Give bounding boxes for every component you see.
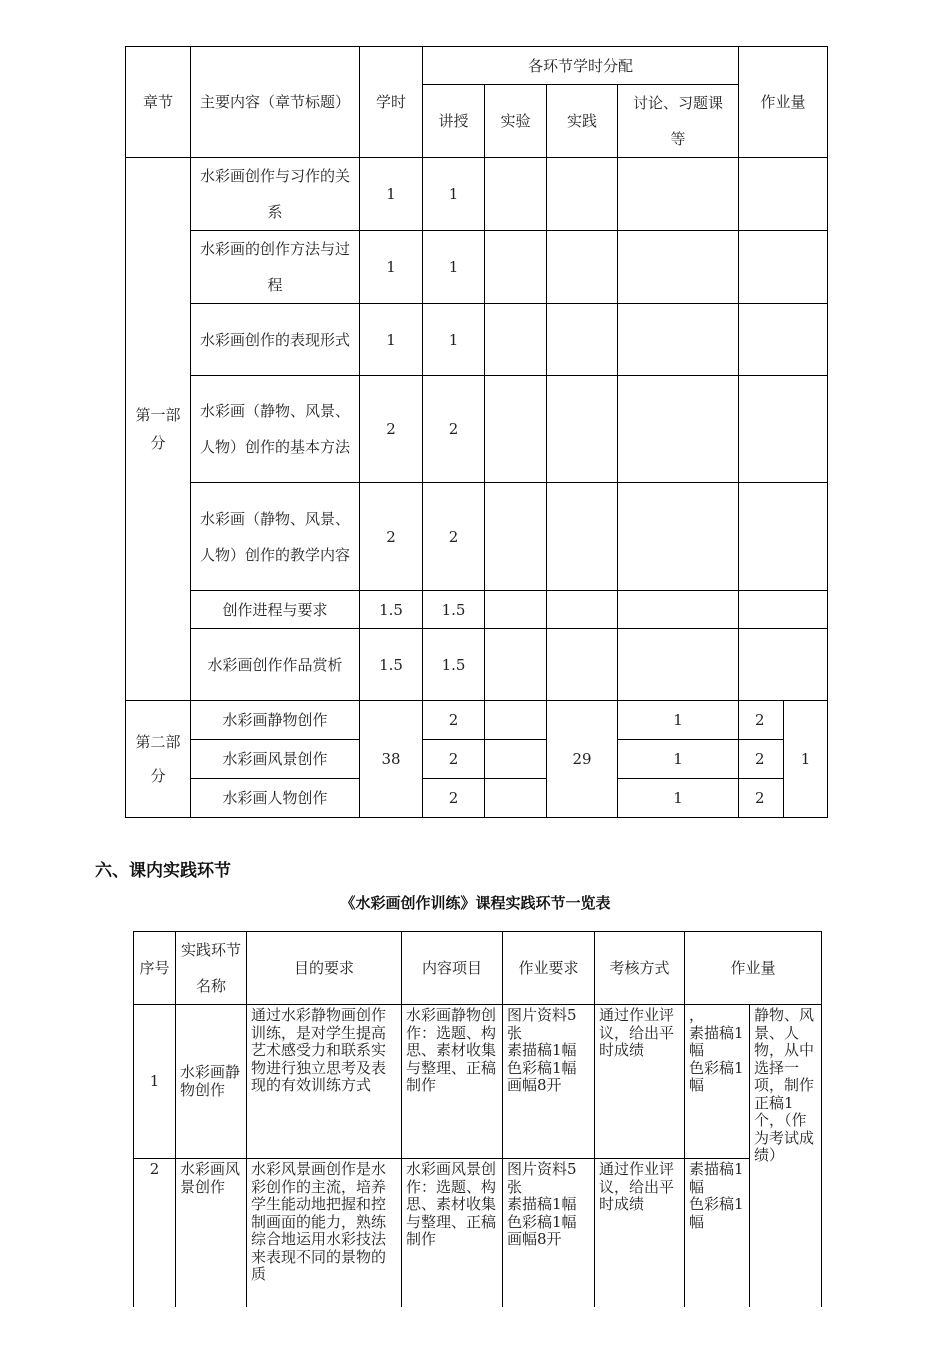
row-discussion: 1 <box>618 779 739 818</box>
table-row <box>126 376 828 483</box>
course-hours-table <box>125 46 828 818</box>
row-amount: 素描稿1幅 色彩稿1幅 <box>685 1159 750 1307</box>
row-content: 水彩画（静物、风景、人物）创作的教学内容 <box>191 483 360 591</box>
table-row <box>126 304 828 376</box>
empty-cell <box>739 629 828 701</box>
table-row <box>134 1005 822 1159</box>
row-lecture: 2 <box>423 376 485 483</box>
empty-cell <box>739 376 828 483</box>
header-content: 主要内容（章节标题） <box>191 47 360 158</box>
row-lecture: 1.5 <box>423 591 485 629</box>
row-hours: 1 <box>360 304 423 376</box>
row-no: 1 <box>134 1005 176 1159</box>
row-goal: 水彩风景画创作是水彩创作的主流，培养学生能动地把握和控制画面的能力，熟练综合地运用水彩技法来表现不同的景物的质 <box>247 1159 402 1307</box>
table-row <box>126 483 828 591</box>
empty-cell <box>618 231 739 304</box>
empty-cell <box>485 158 547 231</box>
row-hours: 1 <box>360 158 423 231</box>
part2-label: 第二部分 <box>126 701 191 818</box>
header-req: 作业要求 <box>503 932 595 1005</box>
row-lecture: 2 <box>423 740 485 779</box>
header-hours: 学时 <box>360 47 423 158</box>
row-content: 水彩画创作与习作的关系 <box>191 158 360 231</box>
empty-cell <box>547 629 618 701</box>
empty-cell <box>485 629 547 701</box>
header-discussion: 讨论、习题课等 <box>618 85 739 158</box>
header-chapter: 章节 <box>126 47 191 158</box>
empty-cell <box>618 629 739 701</box>
table-row <box>126 740 828 779</box>
header-items: 内容项目 <box>402 932 503 1005</box>
row-content: 创作进程与要求 <box>191 591 360 629</box>
empty-cell <box>547 376 618 483</box>
row-req: 图片资料5张 素描稿1幅 色彩稿1幅 画幅8开 <box>503 1159 595 1307</box>
empty-cell <box>618 376 739 483</box>
row-lecture: 2 <box>423 701 485 740</box>
row-content: 水彩画创作的表现形式 <box>191 304 360 376</box>
row-homework: 2 <box>739 740 784 779</box>
row-goal: 通过水彩静物画创作训练，是对学生提高艺术感受力和联系实物进行独立思考及表现的有效训练方式 <box>247 1005 402 1159</box>
empty-cell <box>618 304 739 376</box>
row-items: 水彩画静物创作：选题、构思、素材收集与整理、正稿制作 <box>402 1005 503 1159</box>
row-homework: 2 <box>739 701 784 740</box>
empty-cell <box>618 158 739 231</box>
row-lecture: 1 <box>423 231 485 304</box>
row-content: 水彩画（静物、风景、人物）创作的基本方法 <box>191 376 360 483</box>
table-row <box>126 231 828 304</box>
row-hours: 1 <box>360 231 423 304</box>
row-lecture: 2 <box>423 483 485 591</box>
empty-cell <box>485 740 547 779</box>
row-amount: ， 素描稿1幅 色彩稿1幅 <box>685 1005 750 1159</box>
header-name: 实践环节名称 <box>176 932 247 1005</box>
empty-cell <box>618 591 739 629</box>
empty-cell <box>485 701 547 740</box>
table-row <box>126 629 828 701</box>
empty-cell <box>485 304 547 376</box>
header-experiment: 实验 <box>485 85 547 158</box>
part2-practice: 29 <box>547 701 618 818</box>
shared-amount: 静物、风景、人物，从中选择一项，制作正稿1个，（作为考试成绩） <box>750 1005 822 1307</box>
row-content: 水彩画静物创作 <box>191 701 360 740</box>
empty-cell <box>485 231 547 304</box>
empty-cell <box>547 231 618 304</box>
row-hours: 1.5 <box>360 591 423 629</box>
header-no: 序号 <box>134 932 176 1005</box>
row-content: 水彩画风景创作 <box>191 740 360 779</box>
empty-cell <box>739 483 828 591</box>
header-assess: 考核方式 <box>595 932 685 1005</box>
row-items: 水彩画风景创作：选题、构思、素材收集与整理、正稿制作 <box>402 1159 503 1307</box>
row-lecture: 2 <box>423 779 485 818</box>
row-content: 水彩画人物创作 <box>191 779 360 818</box>
header-practice: 实践 <box>547 85 618 158</box>
header-lecture: 讲授 <box>423 85 485 158</box>
section-heading: 六、课内实践环节 <box>95 861 231 881</box>
empty-cell <box>485 483 547 591</box>
empty-cell <box>547 304 618 376</box>
empty-cell <box>547 591 618 629</box>
table-row <box>126 779 828 818</box>
practice-table <box>133 931 822 1307</box>
empty-cell <box>739 591 828 629</box>
row-hours: 1.5 <box>360 629 423 701</box>
row-req: 图片资料5张 素描稿1幅 色彩稿1幅 画幅8开 <box>503 1005 595 1159</box>
row-lecture: 1.5 <box>423 629 485 701</box>
header-allocation: 各环节学时分配 <box>423 47 739 85</box>
empty-cell <box>547 158 618 231</box>
empty-cell <box>739 158 828 231</box>
row-hours: 2 <box>360 483 423 591</box>
row-content: 水彩画创作作品赏析 <box>191 629 360 701</box>
row-lecture: 1 <box>423 158 485 231</box>
row-name: 水彩画风景创作 <box>176 1159 247 1307</box>
header-goal: 目的要求 <box>247 932 402 1005</box>
empty-cell <box>739 231 828 304</box>
empty-cell <box>547 483 618 591</box>
row-no: 2 <box>134 1159 176 1307</box>
row-content: 水彩画的创作方法与过程 <box>191 231 360 304</box>
row-hours: 2 <box>360 376 423 483</box>
row-name: 水彩画静物创作 <box>176 1005 247 1159</box>
empty-cell <box>485 376 547 483</box>
table-row <box>126 701 828 740</box>
header-amount: 作业量 <box>685 932 822 1005</box>
row-discussion: 1 <box>618 740 739 779</box>
table-row <box>134 1159 822 1307</box>
empty-cell <box>485 591 547 629</box>
empty-cell <box>485 779 547 818</box>
empty-cell <box>739 304 828 376</box>
row-lecture: 1 <box>423 304 485 376</box>
row-discussion: 1 <box>618 701 739 740</box>
part2-hours: 38 <box>360 701 423 818</box>
part2-homework-total: 1 <box>784 701 828 818</box>
empty-cell <box>618 483 739 591</box>
table-caption: 《水彩画创作训练》课程实践环节一览表 <box>340 894 611 912</box>
row-homework: 2 <box>739 779 784 818</box>
row-assess: 通过作业评议，给出平时成绩 <box>595 1159 685 1307</box>
table-row <box>126 591 828 629</box>
part1-label: 第一部分 <box>126 158 191 701</box>
table-row <box>126 158 828 231</box>
header-homework: 作业量 <box>739 47 828 158</box>
row-assess: 通过作业评议，给出平时成绩 <box>595 1005 685 1159</box>
